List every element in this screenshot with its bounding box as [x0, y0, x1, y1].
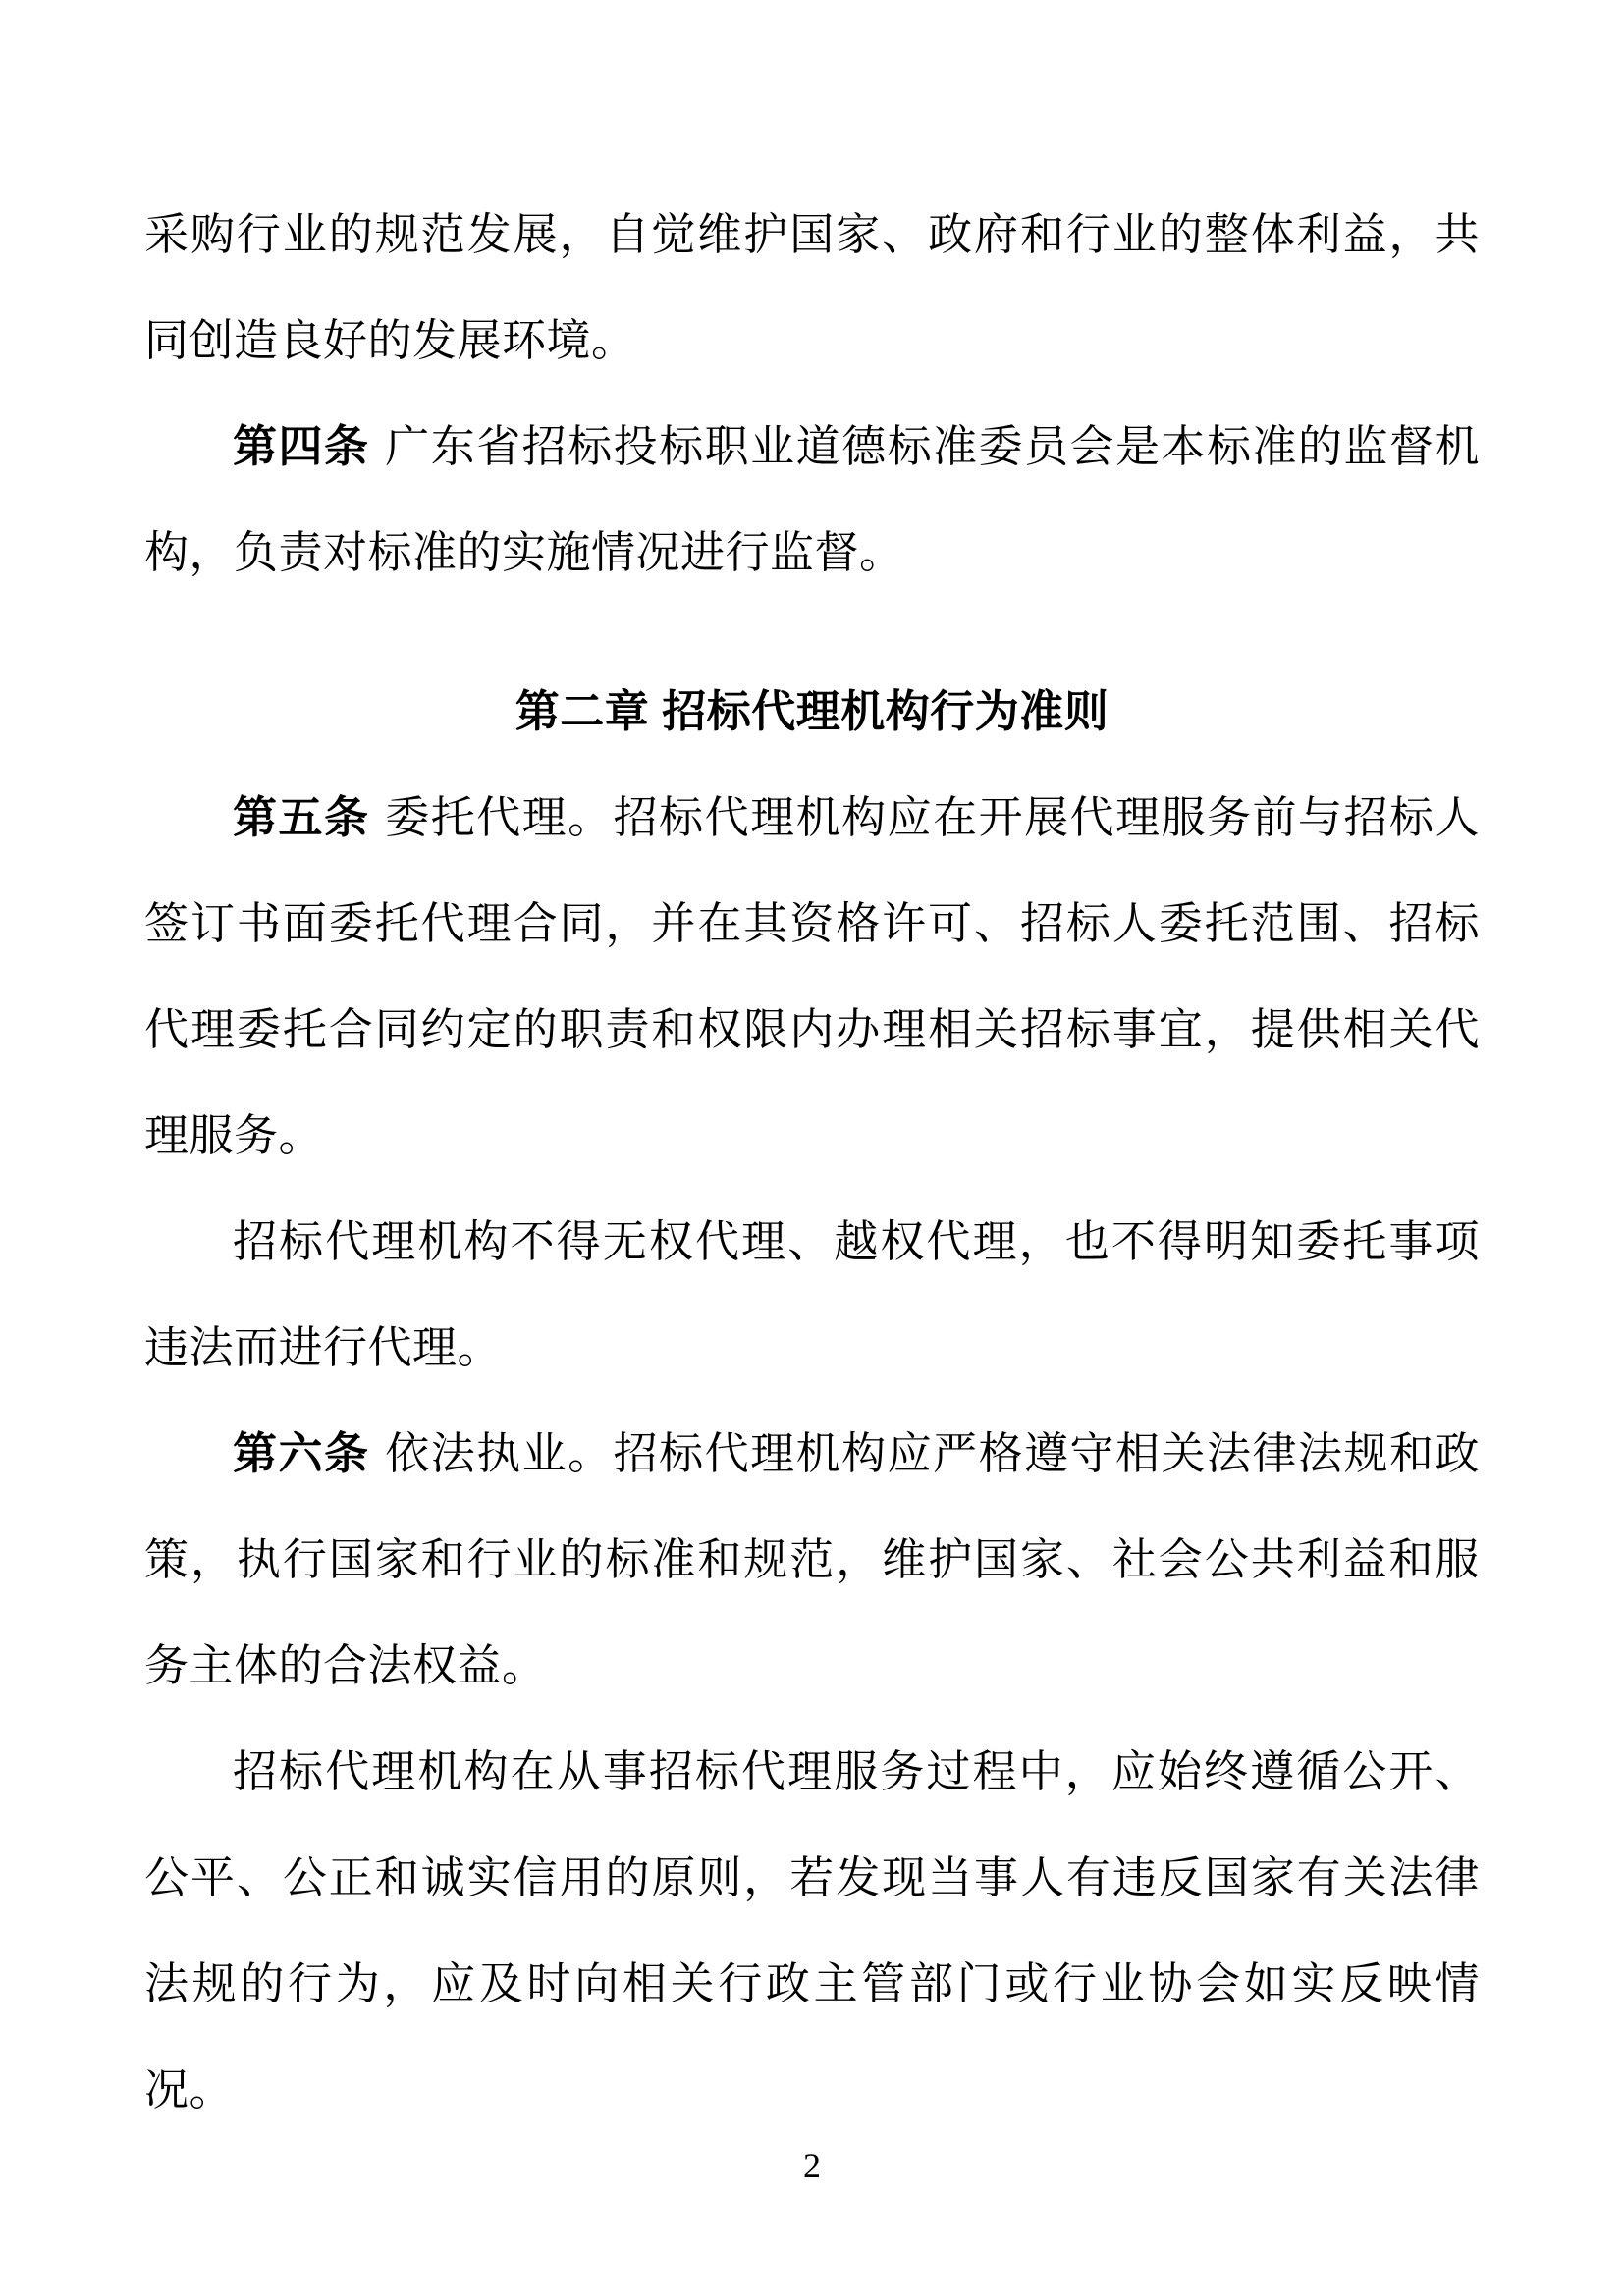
paragraph-article-5-cont: [144, 1189, 1480, 1401]
page-number: 2: [803, 2146, 821, 2185]
page-footer: [0, 2145, 1624, 2186]
paragraph-article-5: [144, 765, 1480, 1189]
paragraph-text: 招标代理机构不得无权代理、越权代理，也不得明知委托事项违法而进行代理。: [144, 1216, 1480, 1372]
article-5-number: 第五条: [233, 792, 370, 842]
paragraph-continuation: [144, 182, 1480, 394]
paragraph-article-6-cont: [144, 1719, 1480, 2143]
paragraph-text: 依法执业。招标代理机构应严格遵守相关法律法规和政策，执行国家和行业的标准和规范，维护国家、社会公共利益和服务主体的合法权益。: [144, 1428, 1480, 1690]
paragraph-text: 招标代理机构在从事招标代理服务过程中，应始终遵循公开、公平、公正和诚实信用的原则，若发现当事人有违反国家有关法律法规的行为，应及时向相关行政主管部门或行业协会如实反映情况。: [144, 1746, 1480, 2114]
paragraph-text: 委托代理。招标代理机构应在开展代理服务前与招标人签订书面委托代理合同，并在其资格许可、招标人委托范围、招标代理委托合同约定的职责和权限内办理相关招标事宜，提供相关代理服务。: [144, 792, 1480, 1160]
chapter-2-heading: 第二章 招标代理机构行为准则: [514, 686, 1110, 736]
article-6-number: 第六条: [233, 1428, 370, 1478]
paragraph-article-6: [144, 1401, 1480, 1719]
paragraph-text: 广东省招标投标职业道德标准委员会是本标准的监督机构，负责对标准的实施情况进行监督。: [144, 421, 1480, 577]
paragraph-text: 采购行业的规范发展，自觉维护国家、政府和行业的整体利益，共同创造良好的发展环境。: [144, 209, 1480, 365]
article-4-number: 第四条: [233, 421, 370, 471]
paragraph-article-4: [144, 394, 1480, 606]
